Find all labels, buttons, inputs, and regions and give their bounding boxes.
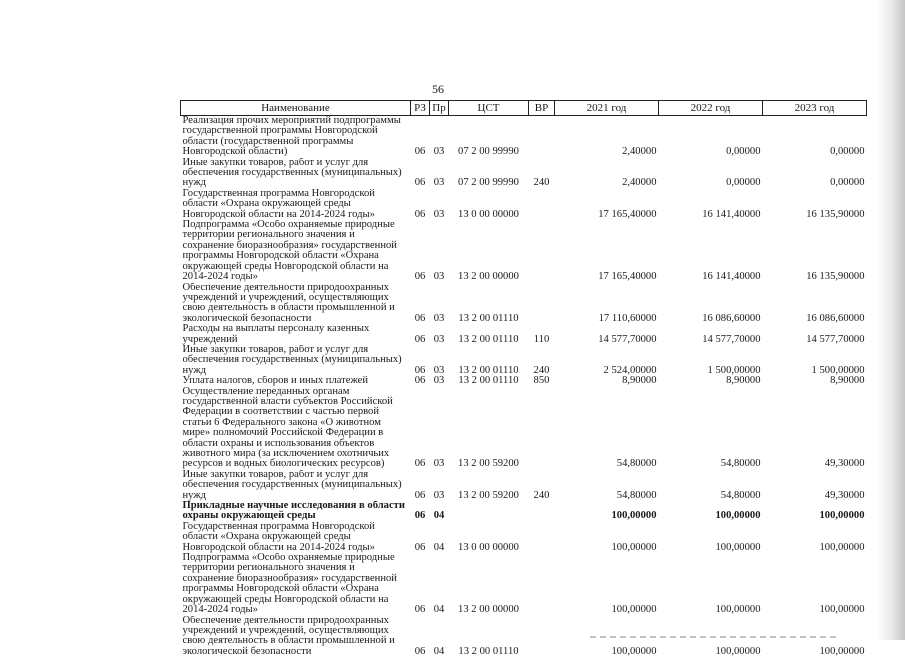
cell-2022: 8,90000 xyxy=(659,376,763,386)
cell-2023: 100,00000 xyxy=(763,522,867,553)
cell-2021: 100,00000 xyxy=(555,616,659,657)
cell-name: Обеспечение деятельности природоохранных учреждений и учреждений, осуществляющих свою деятельность в области промышленной и экологической безопасности xyxy=(181,616,411,657)
header-2022: 2022 год xyxy=(659,101,763,116)
cell-rz: 06 xyxy=(411,116,430,158)
cell-name: Обеспечение деятельности природоохранных учреждений и учреждений, осуществляющих свою деятельность в области промышленной и экологической безопасности xyxy=(181,283,411,325)
cell-name: Расходы на выплаты персоналу казенных учреждений xyxy=(181,324,411,345)
cell-pr: 03 xyxy=(430,116,449,158)
table-row xyxy=(181,283,867,325)
cell-2022: 1 500,00000 xyxy=(659,345,763,376)
cell-pr: 04 xyxy=(430,501,449,522)
cell-cst: 13 2 00 59200 xyxy=(449,470,529,501)
cell-2023: 8,90000 xyxy=(763,376,867,386)
cell-2021: 2 524,00000 xyxy=(555,345,659,376)
cell-name: Подпрограмма «Особо охраняемые природные территории регионального значения и сохранение биоразнообразия» государственной программы Новгородской области «Охрана окружающей среды Новгородской области на 2014-2024 годы» xyxy=(181,220,411,282)
table-header xyxy=(181,101,867,116)
cell-cst: 13 2 00 01110 xyxy=(449,616,529,657)
cell-cst: 13 2 00 01110 xyxy=(449,324,529,345)
cell-name: Подпрограмма «Особо охраняемые природные территории регионального значения и сохранение биоразнообразия» государственной программы Новгородской области «Охрана окружающей среды Новгородской области на 2014-2024 годы» xyxy=(181,553,411,615)
cell-2023: 49,30000 xyxy=(763,470,867,501)
cell-vr: 240 xyxy=(529,158,555,189)
cell-rz: 06 xyxy=(411,220,430,282)
cell-name: Реализация прочих мероприятий подпрограммы государственной программы Новгородской области (государственной программы Новгородской области) xyxy=(181,116,411,158)
cell-2022: 0,00000 xyxy=(659,158,763,189)
cell-vr xyxy=(529,616,555,657)
table-row xyxy=(181,553,867,615)
cell-2022: 0,00000 xyxy=(659,116,763,158)
cell-cst: 07 2 00 99990 xyxy=(449,158,529,189)
cell-rz: 06 xyxy=(411,158,430,189)
cell-2022: 100,00000 xyxy=(659,553,763,615)
cell-2021: 14 577,70000 xyxy=(555,324,659,345)
cell-cst: 13 0 00 00000 xyxy=(449,189,529,220)
cell-vr xyxy=(529,220,555,282)
cell-2022: 100,00000 xyxy=(659,522,763,553)
cell-2023: 100,00000 xyxy=(763,616,867,657)
cell-pr: 03 xyxy=(430,345,449,376)
cell-pr: 04 xyxy=(430,616,449,657)
table-row xyxy=(181,189,867,220)
header-2023: 2023 год xyxy=(763,101,867,116)
cell-2021: 100,00000 xyxy=(555,522,659,553)
header-cst: ЦСТ xyxy=(449,101,529,116)
cell-2022: 100,00000 xyxy=(659,501,763,522)
cell-2021: 100,00000 xyxy=(555,553,659,615)
cell-rz: 06 xyxy=(411,387,430,470)
cell-vr xyxy=(529,501,555,522)
table-row xyxy=(181,345,867,376)
cell-2022: 16 141,40000 xyxy=(659,220,763,282)
cell-2022: 54,80000 xyxy=(659,387,763,470)
cell-name: Иные закупки товаров, работ и услуг для обеспечения государственных (муниципальных) нужд xyxy=(181,345,411,376)
cell-rz: 06 xyxy=(411,283,430,325)
cell-rz: 06 xyxy=(411,553,430,615)
cell-name: Прикладные научные исследования в области охраны окружающей среды xyxy=(181,501,411,522)
budget-table xyxy=(180,100,867,657)
cell-2022: 16 141,40000 xyxy=(659,189,763,220)
cell-2022: 14 577,70000 xyxy=(659,324,763,345)
cell-name: Государственная программа Новгородской области «Охрана окружающей среды Новгородской области на 2014-2024 годы» xyxy=(181,189,411,220)
cell-cst: 13 2 00 00000 xyxy=(449,553,529,615)
table-row xyxy=(181,376,867,386)
cell-cst: 13 2 00 01110 xyxy=(449,283,529,325)
cell-pr: 04 xyxy=(430,522,449,553)
cell-2021: 2,40000 xyxy=(555,116,659,158)
cell-2021: 8,90000 xyxy=(555,376,659,386)
table-row xyxy=(181,522,867,553)
cell-vr: 850 xyxy=(529,376,555,386)
cell-rz: 06 xyxy=(411,522,430,553)
header-pr: Пр xyxy=(430,101,449,116)
cell-2023: 16 086,60000 xyxy=(763,283,867,325)
table-row xyxy=(181,501,867,522)
cell-cst: 13 0 00 00000 xyxy=(449,522,529,553)
cell-2023: 0,00000 xyxy=(763,158,867,189)
cell-vr xyxy=(529,387,555,470)
cell-2022: 54,80000 xyxy=(659,470,763,501)
scan-bottom-artifact xyxy=(590,636,840,638)
table-row xyxy=(181,158,867,189)
cell-2023: 100,00000 xyxy=(763,553,867,615)
cell-2023: 16 135,90000 xyxy=(763,189,867,220)
cell-name: Осуществление переданных органам государственной власти субъектов Российской Федерации в соответствии с частью первой статьи 6 Федерального закона «О животном мире» полномочий Российской Федерации в области охраны и использования объектов животного мира (за исключением охотничьих ресурсов и водных биологических ресурсов) xyxy=(181,387,411,470)
cell-pr: 03 xyxy=(430,158,449,189)
cell-vr xyxy=(529,522,555,553)
table-body xyxy=(181,116,867,657)
cell-pr: 03 xyxy=(430,324,449,345)
cell-cst: 07 2 00 99990 xyxy=(449,116,529,158)
cell-name: Иные закупки товаров, работ и услуг для обеспечения государственных (муниципальных) нужд xyxy=(181,158,411,189)
cell-rz: 06 xyxy=(411,189,430,220)
cell-2021: 17 110,60000 xyxy=(555,283,659,325)
cell-vr xyxy=(529,189,555,220)
cell-vr xyxy=(529,283,555,325)
table-row xyxy=(181,387,867,470)
table-row xyxy=(181,116,867,158)
cell-rz: 06 xyxy=(411,376,430,386)
cell-vr xyxy=(529,553,555,615)
cell-cst: 13 2 00 01110 xyxy=(449,345,529,376)
cell-2022: 16 086,60000 xyxy=(659,283,763,325)
cell-vr: 110 xyxy=(529,324,555,345)
cell-2021: 54,80000 xyxy=(555,470,659,501)
cell-rz: 06 xyxy=(411,616,430,657)
cell-2023: 100,00000 xyxy=(763,501,867,522)
cell-2023: 0,00000 xyxy=(763,116,867,158)
header-2021: 2021 год xyxy=(555,101,659,116)
table-row xyxy=(181,220,867,282)
cell-rz: 06 xyxy=(411,345,430,376)
cell-cst: 13 2 00 59200 xyxy=(449,387,529,470)
cell-2023: 16 135,90000 xyxy=(763,220,867,282)
header-row xyxy=(181,101,867,116)
cell-vr xyxy=(529,116,555,158)
cell-2023: 49,30000 xyxy=(763,387,867,470)
cell-name: Уплата налогов, сборов и иных платежей xyxy=(181,376,411,386)
cell-vr: 240 xyxy=(529,470,555,501)
cell-2021: 17 165,40000 xyxy=(555,220,659,282)
cell-2023: 14 577,70000 xyxy=(763,324,867,345)
table-row xyxy=(181,324,867,345)
cell-cst: 13 2 00 00000 xyxy=(449,220,529,282)
table-row xyxy=(181,470,867,501)
cell-2021: 2,40000 xyxy=(555,158,659,189)
cell-2021: 100,00000 xyxy=(555,501,659,522)
cell-vr: 240 xyxy=(529,345,555,376)
cell-2022: 100,00000 xyxy=(659,616,763,657)
cell-name: Государственная программа Новгородской области «Охрана окружающей среды Новгородской области на 2014-2024 годы» xyxy=(181,522,411,553)
cell-2021: 17 165,40000 xyxy=(555,189,659,220)
cell-pr: 03 xyxy=(430,189,449,220)
page-number: 56 xyxy=(418,82,458,97)
header-vr: ВР xyxy=(529,101,555,116)
cell-2021: 54,80000 xyxy=(555,387,659,470)
cell-pr: 03 xyxy=(430,220,449,282)
cell-cst: 13 2 00 01110 xyxy=(449,376,529,386)
cell-rz: 06 xyxy=(411,324,430,345)
cell-cst xyxy=(449,501,529,522)
cell-pr: 03 xyxy=(430,283,449,325)
header-rz: РЗ xyxy=(411,101,430,116)
header-name: Наименование xyxy=(181,101,411,116)
cell-rz: 06 xyxy=(411,470,430,501)
cell-name: Иные закупки товаров, работ и услуг для обеспечения государственных (муниципальных) нужд xyxy=(181,470,411,501)
cell-pr: 03 xyxy=(430,470,449,501)
cell-rz: 06 xyxy=(411,501,430,522)
scan-edge-shadow xyxy=(877,0,905,640)
cell-pr: 03 xyxy=(430,387,449,470)
cell-pr: 04 xyxy=(430,553,449,615)
cell-pr: 03 xyxy=(430,376,449,386)
cell-2023: 1 500,00000 xyxy=(763,345,867,376)
